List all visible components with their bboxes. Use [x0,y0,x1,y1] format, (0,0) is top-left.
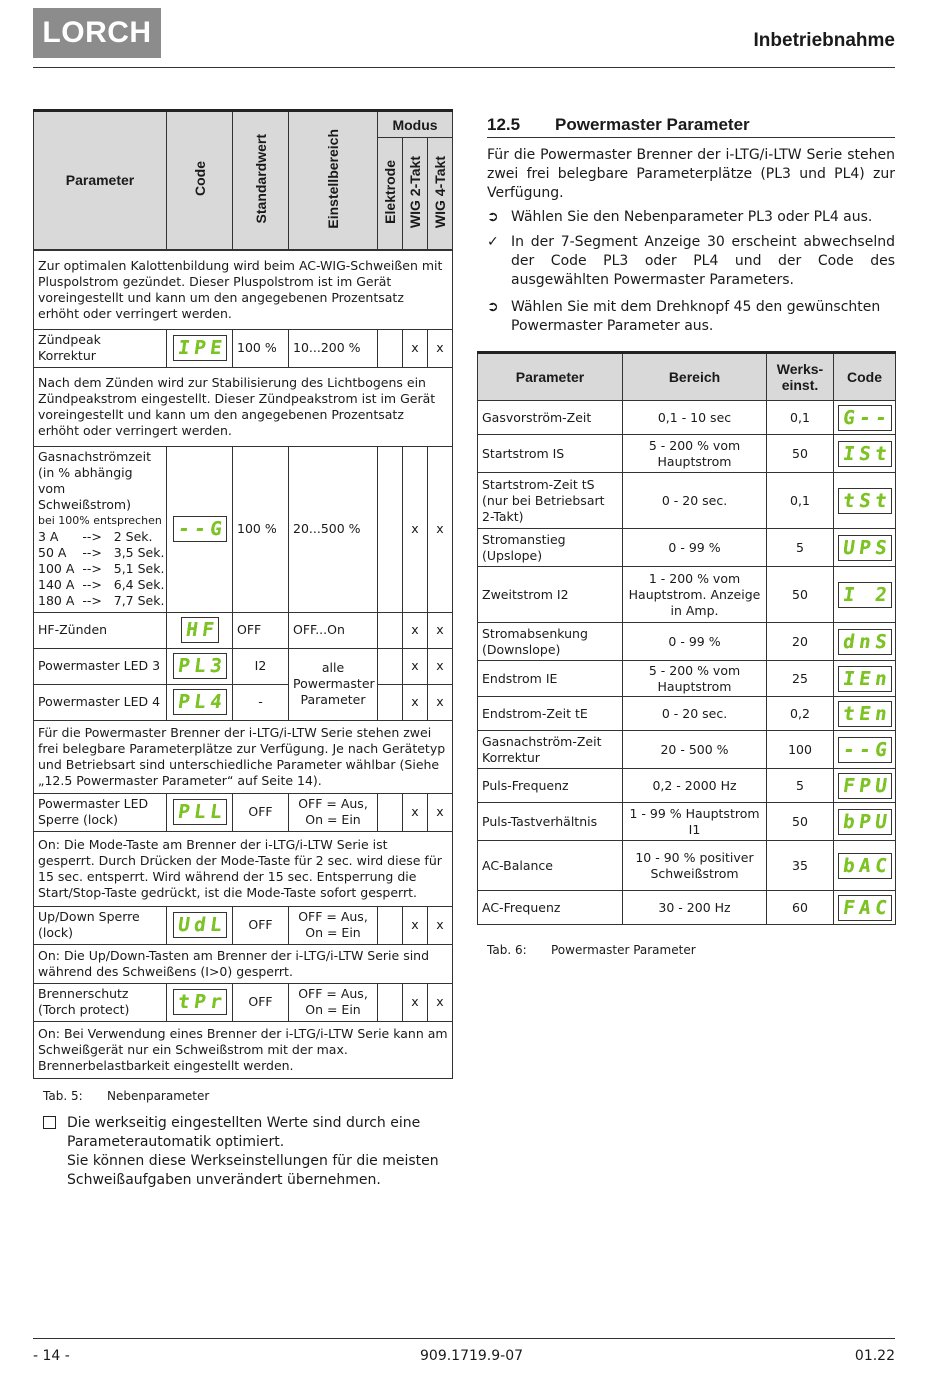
row-parameter: Zweitstrom I2 [478,567,623,623]
row-m3: x [428,648,453,684]
row-bereich: 0 - 99 % [623,623,767,661]
row-m3: x [428,446,453,612]
row-m2: x [403,446,428,612]
seg-code-display: I S t [841,442,889,465]
col-einstellbereich: Einstellbereich [289,111,378,250]
bullet-step-1: ➲ Wählen Sie den Nebenparameter PL3 oder PL4 aus. [487,209,873,225]
row-code [834,841,896,891]
row-werkseinst: 50 [767,435,834,473]
row-m2: x [403,983,428,1021]
row-werkseinst: 25 [767,661,834,697]
note-text-2: Sie können diese Werkseinstellungen für die meisten Schweißaufgaben unverändert übernehmen. [67,1153,439,1188]
row-name: Powermaster LED Sperre (lock) [34,793,167,831]
row-std: OFF [233,983,289,1021]
row-code [834,529,896,567]
arrow-right-icon: ➲ [487,209,499,225]
desc-mode-lock: On: Die Mode-Taste am Brenner der i-LTG/i-LTW Serie ist gesperrt. Durch Drücken der Mode-Taste für 2 sec. wird diese für 15 sec. entsperrt. Wird während der 15 sec. Entsperrung die Start/Stop-Taste gedrückt, ist die Mode-Taste sofort gesperrt. [34,831,453,906]
seg-code-display: t E n [841,702,889,725]
page-header-title: Inbetriebnahme [753,30,895,51]
header-divider [33,67,895,68]
row-name: Powermaster LED 4 [34,684,167,720]
seg-code-ipe: I P E [176,337,223,359]
row-werkseinst: 35 [767,841,834,891]
desc-powermaster: Für die Powermaster Brenner der i-LTG/i-LTW Serie stehen zwei frei belegbare Parameterplätze zur Verfügung. Je nach Gerätetyp und Betriebsart sind unterschiedliche Parameter wählbar (Siehe „12.5 Powermaster Parameter“ auf Seite 14). [34,720,453,793]
seg-code-udl: U d L [176,914,223,936]
row-name: Gasnachströmzeit (in % abhängig vom Schweißstrom) bei 100% entsprechen 3 A --> 2 Sek. 50 A --> 3,5 Sek. 100 A --> 5,1 Sek. 140 A --> 6,4 Sek. 180 A --> 7,7 Sek. [34,446,167,612]
row-range: OFF = Aus, On = Ein [289,793,378,831]
row-range: OFF = Aus, On = Ein [289,983,378,1021]
row-bereich: 1 - 99 % Hauptstrom I1 [623,803,767,841]
row-parameter: AC-Balance [478,841,623,891]
row-range: 10...200 % [289,329,378,367]
seg-code-display: t S t [841,489,889,512]
seg-code-g: - - G [176,518,223,540]
seg-code-display: I E n [841,667,889,690]
footer-divider [33,1338,895,1339]
seg-code-display: d n S [841,630,889,653]
row-bereich: 1 - 200 % vom Hauptstrom. Anzeige in Amp. [623,567,767,623]
row-range: alle Powermaster Parameter [289,648,378,720]
seg-code-display: - - G [841,738,889,761]
desc-pluspol: Zur optimalen Kalottenbildung wird beim AC-WIG-Schweißen mit Pluspolstrom gezündet. Dieser Pluspolstrom ist im Gerät voreingestellt und kann um den angegebenen Prozentsatz erhöht oder verringert werden. [34,250,453,330]
seg-code-display: b A C [841,854,889,877]
row-bereich: 0,2 - 2000 Hz [623,769,767,803]
row-werkseinst: 0,2 [767,697,834,731]
row-bereich: 0 - 99 % [623,529,767,567]
row-parameter: Endstrom-Zeit tE [478,697,623,731]
section-heading: 12.5 Powermaster Parameter [487,115,750,134]
row-werkseinst: 5 [767,769,834,803]
row-parameter: Startstrom-Zeit tS (nur bei Betriebsart 2-Takt) [478,473,623,529]
row-werkseinst: 0,1 [767,473,834,529]
row-m2: x [403,329,428,367]
col-code: Code [167,111,233,250]
table-row [478,623,896,661]
row-parameter: Puls-Frequenz [478,769,623,803]
table-row [478,841,896,891]
row-std: OFF [233,612,289,648]
note-checkbox-item [43,1114,453,1190]
desc-zuendpeak: Nach dem Zünden wird zur Stabilisierung des Lichtbogens ein Zündpeakstrom eingestellt. Dieser Zündpeakstrom ist im Gerät voreingestellt und kann um den angegebenen Prozentsatz erhöht oder verringert werden. [34,367,453,446]
col-wig4: WIG 4-Takt [428,138,453,250]
row-parameter: AC-Frequenz [478,891,623,925]
table-row [34,684,453,720]
table-row [478,529,896,567]
row-code [834,731,896,769]
table-row [478,567,896,623]
row-m2: x [403,648,428,684]
row-std: 100 % [233,329,289,367]
row-bereich: 0 - 20 sec. [623,473,767,529]
row-code [834,567,896,623]
row-m3: x [428,906,453,944]
seg-code-display: b P U [841,810,889,833]
table-row [478,891,896,925]
row-code [834,803,896,841]
desc-torch-protect: On: Bei Verwendung eines Brenner der i-LTG/i-LTW Serie kann am Schweißgerät nur ein Schweißstrom mit der max. Brennerbelastbarkeit eingestellt werden. [34,1021,453,1078]
row-bereich: 5 - 200 % vom Hauptstrom [623,661,767,697]
row-name: HF-Zünden [34,612,167,648]
row-code [834,661,896,697]
table-nebenparameter [33,109,453,1079]
row-bereich: 0,1 - 10 sec [623,401,767,435]
col-standardwert: Standardwert [233,111,289,250]
seg-code-display: I 2 [841,583,889,606]
desc-updown-lock: On: Die Up/Down-Tasten am Brenner der i-LTG/i-LTW Serie sind während des Schweißens (I>0) gesperrt. [34,944,453,983]
row-werkseinst: 50 [767,803,834,841]
row-parameter: Gasvorström-Zeit [478,401,623,435]
caption-tab6: Tab. 6: Powermaster Parameter [487,943,696,957]
bullet-step-2: ➲ Wählen Sie mit dem Drehknopf 45 den gewünschten Powermaster Parameter aus. [487,299,881,334]
row-code [834,769,896,803]
checkbox-icon [43,1116,56,1129]
table-row [34,983,453,1021]
lorch-logo: LORCH [33,8,161,58]
table-row [34,648,453,684]
col-bereich: Bereich [623,353,767,401]
table-row [478,473,896,529]
section-intro: Für die Powermaster Brenner der i-LTG/i-LTW Serie stehen zwei frei belegbare Parameterplätze (PL3 und PL4) zur Verfügung. [487,147,895,201]
col-modus: Modus [378,111,453,138]
row-m2: x [403,793,428,831]
row-m3: x [428,329,453,367]
row-name: Zündpeak Korrektur [34,329,167,367]
table-row [34,329,453,367]
row-range: OFF = Aus, On = Ein [289,906,378,944]
row-std: OFF [233,906,289,944]
row-m2: x [403,906,428,944]
row-bereich: 30 - 200 Hz [623,891,767,925]
table-row [34,612,453,648]
row-bereich: 5 - 200 % vom Hauptstrom [623,435,767,473]
row-parameter: Endstrom IE [478,661,623,697]
seg-code-pl3: P L 3 [176,655,223,677]
doc-date: 01.22 [854,1348,895,1364]
row-std: I2 [233,648,289,684]
row-std: 100 % [233,446,289,612]
row-werkseinst: 20 [767,623,834,661]
row-code [834,473,896,529]
col-parameter: Parameter [34,111,167,250]
col-elektrode: Elektrode [378,138,403,250]
table-row [478,769,896,803]
seg-code-display: U P S [841,536,889,559]
note-text-1: Die werkseitig eingestellten Werte sind durch eine Parameterautomatik optimiert. [67,1115,421,1150]
table-row [478,731,896,769]
row-name: Brennerschutz (Torch protect) [34,983,167,1021]
row-parameter: Stromanstieg (Upslope) [478,529,623,567]
row-m3: x [428,612,453,648]
table-powermaster-parameter [477,351,896,925]
row-name: Powermaster LED 3 [34,648,167,684]
row-code [834,401,896,435]
table-row [478,661,896,697]
row-code [834,435,896,473]
row-parameter: Stromabsenkung (Downslope) [478,623,623,661]
seg-code-tpr: t P r [176,991,223,1013]
row-parameter: Puls-Tastverhältnis [478,803,623,841]
row-code [834,891,896,925]
row-name: Up/Down Sperre (lock) [34,906,167,944]
col-code: Code [834,353,896,401]
row-m3: x [428,983,453,1021]
row-m2: x [403,612,428,648]
table-row [478,401,896,435]
seg-code-display: F A C [841,896,889,919]
row-std: OFF [233,793,289,831]
row-range: 20...500 % [289,446,378,612]
row-m3: x [428,684,453,720]
col-parameter: Parameter [478,353,623,401]
row-parameter: Gasnachström-Zeit Korrektur [478,731,623,769]
caption-tab5: Tab. 5: Nebenparameter [43,1089,210,1103]
row-bereich: 20 - 500 % [623,731,767,769]
seg-code-pll: P L L [176,801,223,823]
doc-number: 909.1719.9-07 [420,1348,524,1364]
row-range: OFF...On [289,612,378,648]
table-row [34,446,453,612]
table-row [478,697,896,731]
seg-code-hf: H F [184,619,215,641]
row-werkseinst: 50 [767,567,834,623]
row-m3: x [428,793,453,831]
bullet-result: ✓ In der 7-Segment Anzeige 30 erscheint abwechselnd der Code PL3 oder PL4 und der Code des ausgewählten Powermaster Parameters. [487,234,895,288]
table-row [478,435,896,473]
row-parameter: Startstrom IS [478,435,623,473]
seg-code-display: G - - [841,406,889,429]
row-code [834,697,896,731]
page-number: - 14 - [33,1348,70,1364]
row-m2: x [403,684,428,720]
row-bereich: 10 - 90 % positiver Schweißstrom [623,841,767,891]
row-werkseinst: 100 [767,731,834,769]
col-werkseinst: Werks-einst. [767,353,834,401]
row-code [834,623,896,661]
seg-code-pl4: P L 4 [176,691,223,713]
section-divider [487,137,895,138]
col-wig2: WIG 2-Takt [403,138,428,250]
row-werkseinst: 5 [767,529,834,567]
row-std: - [233,684,289,720]
table-row [34,906,453,944]
seg-code-display: F P U [841,774,889,797]
arrow-right-icon: ➲ [487,299,499,315]
row-werkseinst: 60 [767,891,834,925]
row-werkseinst: 0,1 [767,401,834,435]
row-bereich: 0 - 20 sec. [623,697,767,731]
table-row [478,803,896,841]
table-row [34,793,453,831]
check-icon: ✓ [487,234,499,250]
